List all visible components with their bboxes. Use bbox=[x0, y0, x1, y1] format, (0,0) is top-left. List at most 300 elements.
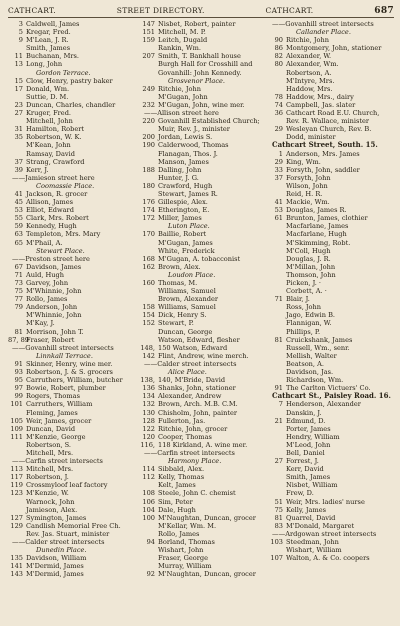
directory-entry bbox=[8, 52, 140, 60]
entry-number: 41 bbox=[14, 189, 23, 198]
entry-text: Reid, H. R. bbox=[286, 189, 323, 198]
directory-entry bbox=[8, 295, 140, 303]
entry-text: Douglas, James R. bbox=[286, 206, 347, 215]
entry-text: Campbell, Jas. slater bbox=[286, 100, 356, 109]
entry-text: Frew, D. bbox=[286, 489, 314, 498]
entry-text: Brown, Alex. bbox=[158, 262, 201, 271]
entry-text: Wishart, William bbox=[286, 546, 342, 555]
directory-entry bbox=[140, 69, 268, 77]
entry-text: M'Kay, J. bbox=[26, 319, 55, 328]
entry-text: Allison, James bbox=[26, 198, 73, 207]
entry-number: 128 bbox=[142, 416, 155, 425]
directory-entry bbox=[268, 69, 394, 77]
entry-text: Rev. R. Wallace, minister bbox=[286, 117, 370, 126]
directory-entry bbox=[268, 457, 394, 465]
entry-number: 136 bbox=[142, 384, 155, 393]
entry-text: Elliot, Edward bbox=[26, 206, 74, 215]
entry-text: Robertson, S. bbox=[26, 440, 72, 449]
directory-entry bbox=[268, 498, 394, 506]
entry-text: Baillie, Robert bbox=[158, 230, 207, 239]
entry-text: Davidson, Jas. bbox=[286, 368, 334, 377]
entry-number: 1 bbox=[278, 149, 283, 158]
directory-entry bbox=[140, 206, 268, 214]
directory-entry bbox=[8, 473, 140, 481]
entry-text: Bowie, Robert, plumber bbox=[26, 384, 106, 393]
entry-text: Walton, A. & Co. coopers bbox=[286, 554, 370, 563]
entry-number: 71 bbox=[274, 295, 283, 304]
directory-entry bbox=[8, 303, 140, 311]
directory-entry bbox=[8, 125, 140, 133]
entry-text: Duncan, Charles, chandler bbox=[26, 100, 116, 109]
entry-number: 92 bbox=[146, 570, 155, 579]
entry-text: M'Gugan, A. tobacconist bbox=[158, 254, 241, 263]
directory-entry bbox=[8, 166, 140, 174]
directory-entry bbox=[268, 352, 394, 360]
entry-text: Clark, Mrs. Robert bbox=[26, 214, 89, 223]
directory-entry bbox=[140, 36, 268, 44]
directory-entry bbox=[140, 473, 268, 481]
entry-number: 27 bbox=[14, 109, 23, 118]
directory-entry bbox=[140, 319, 268, 327]
entry-text: Steedman, John bbox=[286, 538, 339, 546]
entry-number: 45 bbox=[14, 198, 23, 207]
entry-number: 31 bbox=[14, 125, 23, 134]
entry-number: 97 bbox=[14, 384, 23, 393]
entry-text: Alexander, W. bbox=[286, 52, 332, 61]
entry-text: Suttie, D. M. bbox=[26, 92, 69, 101]
entry-text: Flanagan, Thos. J. bbox=[158, 149, 218, 158]
directory-entry bbox=[268, 247, 394, 255]
entry-text: Kerr, J. bbox=[26, 165, 49, 174]
entry-number: 117 bbox=[10, 473, 23, 482]
place-heading bbox=[140, 222, 268, 230]
entry-text: M'Kellar, Wm. M. bbox=[158, 521, 217, 530]
entry-text: Crawford, Hugh bbox=[158, 181, 213, 190]
entry-text: M'Kean, John bbox=[26, 141, 71, 150]
entry-number: 147 bbox=[142, 20, 155, 28]
directory-entry bbox=[140, 141, 268, 149]
entry-text: Robertson, W. K. bbox=[26, 133, 82, 142]
entry-text: Kennedy, Hugh bbox=[26, 222, 77, 231]
directory-entry bbox=[140, 311, 268, 319]
street-note bbox=[8, 174, 140, 182]
entry-text: Chisholm, John, painter bbox=[158, 408, 238, 417]
entry-number: 36 bbox=[274, 109, 283, 118]
directory-entry bbox=[140, 546, 268, 554]
entry-text: Rollo, James bbox=[158, 529, 200, 538]
entry-text: Ritchie, John, grocer bbox=[158, 424, 228, 433]
entry-text: Mackie, Wm. bbox=[286, 198, 330, 207]
entry-text: Dick, Henry S. bbox=[158, 311, 207, 320]
entry-text: Smith, James bbox=[286, 473, 331, 482]
entry-text: Anderson, John bbox=[26, 303, 78, 312]
entry-text: Robertson, A. bbox=[286, 68, 332, 77]
column-3 bbox=[268, 20, 394, 578]
entry-number: 37 bbox=[14, 157, 23, 166]
entry-text: ——Preston street here bbox=[12, 254, 90, 263]
entry-text: Dunedin Place. bbox=[36, 546, 87, 555]
entry-text: Candlish Memorial Free Ch. bbox=[26, 521, 121, 530]
entry-number: 11 bbox=[14, 52, 23, 61]
directory-entry bbox=[8, 206, 140, 214]
directory-entry bbox=[268, 481, 394, 489]
directory-entry bbox=[140, 538, 268, 546]
entry-text: Bell, Daniel bbox=[286, 448, 325, 457]
entry-number: 188 bbox=[142, 165, 155, 174]
entry-text: Kelt, James bbox=[158, 481, 196, 490]
entry-text: Kelly, Thomas bbox=[158, 473, 205, 482]
directory-entry bbox=[8, 190, 140, 198]
directory-entry bbox=[140, 352, 268, 360]
directory-entry bbox=[268, 125, 394, 133]
directory-entry bbox=[8, 141, 140, 149]
entry-number: 75 bbox=[274, 505, 283, 514]
entry-number: 63 bbox=[14, 230, 23, 239]
directory-entry bbox=[8, 311, 140, 319]
entry-number: 35 bbox=[14, 133, 23, 142]
directory-entry bbox=[140, 44, 268, 52]
place-heading bbox=[8, 182, 140, 190]
entry-text: Mitchell, Mrs. bbox=[26, 448, 74, 457]
entry-text: Alexander, Andrew bbox=[158, 392, 222, 401]
directory-entry bbox=[8, 522, 140, 530]
directory-entry bbox=[140, 376, 268, 384]
entry-text: Shanks, John, stationer bbox=[158, 384, 236, 393]
directory-entry bbox=[268, 52, 394, 60]
entry-number: 27 bbox=[274, 457, 283, 466]
entry-number: 249 bbox=[142, 84, 155, 93]
entry-number: 220 bbox=[142, 117, 155, 126]
entry-text: Stewart, P. bbox=[158, 319, 194, 328]
directory-entry bbox=[140, 506, 268, 514]
directory-entry bbox=[268, 85, 394, 93]
page-header bbox=[8, 6, 394, 18]
entry-text: Macfarlane, James bbox=[286, 222, 349, 231]
entry-text: Robertson, J. bbox=[26, 473, 69, 482]
header-center: STREET DIRECTORY. bbox=[116, 6, 205, 15]
directory-entry bbox=[8, 230, 140, 238]
entry-number: 99 bbox=[14, 392, 23, 401]
entry-number: 81 bbox=[14, 327, 23, 336]
entry-text: Haddow, Mrs., dairy bbox=[286, 92, 354, 101]
entry-number: 51 bbox=[274, 497, 283, 506]
entry-number: 33 bbox=[274, 165, 283, 174]
directory-entry bbox=[140, 570, 268, 578]
entry-number: 5 bbox=[18, 28, 23, 37]
entry-number: 29 bbox=[274, 125, 283, 134]
entry-number: 71 bbox=[14, 270, 23, 279]
entry-text: Sibbald, Alex. bbox=[158, 465, 205, 474]
entry-number: 123 bbox=[10, 489, 23, 498]
directory-entry bbox=[8, 449, 140, 457]
entry-text: M'Millan, John bbox=[286, 262, 336, 271]
entry-text: Wishart, John bbox=[158, 546, 204, 555]
directory-entry bbox=[140, 60, 268, 68]
entry-number: 142 bbox=[142, 351, 155, 360]
place-heading bbox=[268, 28, 394, 36]
entry-text: Richardson, Wm. bbox=[286, 376, 344, 385]
entry-text: Thomson, John bbox=[286, 270, 336, 279]
entry-text: Jamieson, Alex. bbox=[26, 505, 78, 514]
entry-text: Fraser, Robert bbox=[26, 335, 75, 344]
directory-entry bbox=[140, 489, 268, 497]
directory-entry bbox=[140, 52, 268, 60]
directory-entry bbox=[140, 400, 268, 408]
entry-text: M'Intyre, Mrs. bbox=[286, 76, 335, 85]
directory-entry bbox=[8, 28, 140, 36]
entry-text: M'Donald, Margaret bbox=[286, 521, 355, 530]
entry-text: Long, John bbox=[26, 60, 63, 69]
entry-text: Davidson, William bbox=[26, 554, 87, 563]
directory-entry bbox=[140, 150, 268, 158]
directory-entry bbox=[8, 36, 140, 44]
entry-number: 53 bbox=[14, 206, 23, 215]
directory-entry bbox=[140, 409, 268, 417]
directory-entry bbox=[8, 554, 140, 562]
entry-number: 79 bbox=[14, 303, 23, 312]
entry-number: 132 bbox=[142, 400, 155, 409]
entry-text: White, Frederick bbox=[158, 246, 215, 255]
directory-entry bbox=[140, 481, 268, 489]
entry-number: 80 bbox=[274, 60, 283, 69]
entry-number: 59 bbox=[14, 222, 23, 231]
directory-entry bbox=[8, 514, 140, 522]
entry-text: Smith, James bbox=[26, 44, 71, 53]
entry-text: Porter, James bbox=[286, 424, 331, 433]
place-heading bbox=[140, 368, 268, 376]
directory-entry bbox=[268, 409, 394, 417]
directory-entry bbox=[140, 255, 268, 263]
section-heading bbox=[268, 392, 394, 400]
directory-entry bbox=[140, 93, 268, 101]
entry-number: 207 bbox=[142, 52, 155, 61]
entry-text: Cathcart Road E.U. Church, bbox=[286, 109, 380, 118]
section-heading bbox=[268, 141, 394, 149]
entry-text: Cooper, Thomas bbox=[158, 432, 212, 441]
directory-entry bbox=[140, 328, 268, 336]
directory-entry bbox=[140, 117, 268, 125]
entry-text: M'Gugan, John bbox=[158, 92, 208, 101]
place-heading bbox=[8, 546, 140, 554]
entry-number: 174 bbox=[142, 206, 155, 215]
directory-entry bbox=[268, 433, 394, 441]
entry-text: ——Govanhill street intersects bbox=[272, 20, 374, 28]
directory-entry bbox=[8, 530, 140, 538]
directory-entry bbox=[8, 133, 140, 141]
directory-entry bbox=[8, 400, 140, 408]
directory-entry bbox=[268, 449, 394, 457]
entry-text: M'Whinnie, John bbox=[26, 287, 82, 296]
entry-number: 91 bbox=[274, 384, 283, 393]
entry-text: Miller, James bbox=[158, 214, 202, 223]
directory-entry bbox=[268, 93, 394, 101]
entry-text: Thomas, M. bbox=[158, 279, 198, 287]
directory-entry bbox=[268, 36, 394, 44]
directory-entry bbox=[140, 263, 268, 271]
entry-number: 109 bbox=[10, 424, 23, 433]
directory-entry bbox=[140, 133, 268, 141]
entry-number: 15 bbox=[14, 76, 23, 85]
entry-number: 129 bbox=[10, 521, 23, 530]
entry-number: 81 bbox=[274, 513, 283, 522]
directory-entry bbox=[268, 336, 394, 344]
entry-text: Luton Place. bbox=[168, 222, 210, 231]
entry-text: Stewart, James R. bbox=[158, 189, 218, 198]
directory-entry bbox=[8, 20, 140, 28]
entry-text: Auld, Hugh bbox=[26, 270, 64, 279]
entry-number: 86 bbox=[274, 44, 283, 53]
entry-text: Douglas, J. R. bbox=[286, 254, 331, 263]
directory-entry bbox=[268, 287, 394, 295]
entry-number: 107 bbox=[270, 554, 283, 563]
entry-number: 3 bbox=[18, 20, 23, 28]
entry-number: 90 bbox=[274, 36, 283, 45]
entry-number: 168 bbox=[142, 254, 155, 263]
directory-entry bbox=[268, 506, 394, 514]
entry-text: M'Coll, Hugh bbox=[286, 246, 331, 255]
entry-text: Smith, T. Bankhall house bbox=[158, 52, 241, 61]
entry-text: ——Govanhill street intersects bbox=[12, 343, 114, 352]
entry-text: Morrison, John T. bbox=[26, 327, 84, 336]
directory-entry bbox=[8, 336, 140, 344]
entry-number: 200 bbox=[142, 133, 155, 142]
entry-text: Alice Place. bbox=[168, 368, 207, 377]
entry-text: 150 Watson, Edward bbox=[158, 343, 228, 352]
directory-entry bbox=[140, 182, 268, 190]
entry-text: Caldwell, James bbox=[26, 20, 80, 28]
entry-number: 135 bbox=[10, 554, 23, 563]
entry-text: Cathcart Street, South. 15. bbox=[272, 141, 378, 150]
directory-entry bbox=[8, 562, 140, 570]
entry-text: Skinner, Henry, wine mer. bbox=[26, 359, 113, 368]
entry-text: Flannigan, W. bbox=[286, 319, 332, 328]
entry-text: Warnock, John bbox=[26, 497, 75, 506]
entry-text: Grosvenor Place. bbox=[168, 76, 226, 85]
entry-text: Dale, Hugh bbox=[158, 505, 196, 514]
directory-entry bbox=[268, 425, 394, 433]
entry-text: Davidson, James bbox=[26, 262, 82, 271]
entry-text: ——Ardgowan street intersects bbox=[272, 529, 377, 538]
entry-number: 94 bbox=[146, 538, 155, 546]
street-note bbox=[268, 20, 394, 28]
entry-text: Burgh Hall for Crosshill and bbox=[158, 60, 253, 69]
entry-text: ——Calder street intersects bbox=[12, 538, 105, 546]
entry-text: Ross, John bbox=[286, 303, 322, 312]
directory-entry bbox=[8, 319, 140, 327]
directory-entry bbox=[268, 174, 394, 182]
directory-entry bbox=[8, 433, 140, 441]
directory-entry bbox=[140, 158, 268, 166]
directory-entry bbox=[268, 263, 394, 271]
entry-text: 140, M'Bride, David bbox=[158, 376, 226, 385]
entry-text: ——Carfin street intersects bbox=[144, 448, 235, 457]
entry-text: 118 Kirkland, A. wine mer. bbox=[158, 440, 248, 449]
directory-entry bbox=[268, 222, 394, 230]
entry-text: Duncan, David bbox=[26, 424, 76, 433]
directory-entry bbox=[8, 101, 140, 109]
entry-number: 151 bbox=[142, 28, 155, 37]
entry-text: Muir, Rev. J., minister bbox=[158, 125, 230, 134]
street-note bbox=[8, 255, 140, 263]
entry-number: 170 bbox=[142, 230, 155, 239]
entry-text: Crossmyloof leaf factory bbox=[26, 481, 108, 490]
street-note bbox=[8, 538, 140, 546]
entry-text: M'Dermid, James bbox=[26, 562, 84, 571]
directory-entry bbox=[268, 109, 394, 117]
street-note bbox=[140, 360, 268, 368]
entry-number: 116, bbox=[140, 440, 155, 449]
directory-entry bbox=[268, 239, 394, 247]
entry-text: Brown, Arch. M.B. C.M. bbox=[158, 400, 238, 409]
directory-entry bbox=[268, 441, 394, 449]
directory-entry bbox=[140, 198, 268, 206]
street-note bbox=[8, 457, 140, 465]
directory-entry bbox=[140, 530, 268, 538]
entry-text: Harmony Place. bbox=[168, 457, 222, 466]
directory-entry bbox=[268, 230, 394, 238]
entry-text: Weir, James, grocer bbox=[26, 416, 92, 425]
entry-number: 159 bbox=[142, 36, 155, 45]
directory-entry bbox=[8, 222, 140, 230]
entry-text: Williams, Samuel bbox=[158, 303, 216, 312]
entry-text: M'Gugan, James bbox=[158, 238, 213, 247]
entry-text: Nisbet, William bbox=[286, 481, 338, 490]
directory-entry bbox=[8, 271, 140, 279]
entry-number: 232 bbox=[142, 100, 155, 109]
entry-text: Corbett, A. · bbox=[286, 287, 327, 296]
directory-entry bbox=[8, 441, 140, 449]
entry-text: Alexander, Wm. bbox=[286, 60, 339, 69]
entry-number: 112 bbox=[142, 473, 155, 482]
entry-text: Ritchie, John bbox=[158, 84, 201, 93]
entry-text: Hunter, J. G. bbox=[158, 173, 199, 182]
entry-number: 152 bbox=[142, 319, 155, 328]
entry-number: 108 bbox=[142, 489, 155, 498]
entry-text: Kerr, David bbox=[286, 465, 324, 474]
entry-number: 111 bbox=[10, 432, 23, 441]
directory-entry bbox=[140, 239, 268, 247]
entry-text: Beatson, A. bbox=[286, 359, 324, 368]
entry-text: Picken, J. · bbox=[286, 279, 321, 287]
column-2 bbox=[140, 20, 268, 578]
directory-entry bbox=[8, 150, 140, 158]
directory-entry bbox=[268, 368, 394, 376]
entry-text: Nisbet, Robert, painter bbox=[158, 20, 236, 28]
directory-entry bbox=[8, 263, 140, 271]
entry-text: M'Gugan, John, wine mer. bbox=[158, 100, 245, 109]
entry-text: Carruthers, William, butcher bbox=[26, 376, 123, 385]
entry-text: Gordon Terrace. bbox=[36, 68, 91, 77]
directory-entry bbox=[268, 117, 394, 125]
entry-text: Garvey, John bbox=[26, 279, 69, 287]
entry-text: Hendry, William bbox=[286, 432, 340, 441]
street-note bbox=[140, 449, 268, 457]
directory-entry bbox=[140, 336, 268, 344]
directory-entry bbox=[268, 538, 394, 546]
directory-entry bbox=[8, 44, 140, 52]
place-heading bbox=[140, 457, 268, 465]
entry-text: Leitch, Dugald bbox=[158, 36, 208, 45]
directory-entry bbox=[268, 473, 394, 481]
directory-entry bbox=[268, 166, 394, 174]
entry-text: Brown, Alexander bbox=[158, 295, 218, 304]
entry-number: 29 bbox=[274, 157, 283, 166]
directory-entry bbox=[140, 190, 268, 198]
entry-text: M'Phail, A. bbox=[26, 238, 63, 247]
directory-entry bbox=[140, 125, 268, 133]
entry-number: 138, bbox=[140, 376, 155, 385]
entry-text: Rev. Jas. Stuart, minister bbox=[26, 529, 110, 538]
